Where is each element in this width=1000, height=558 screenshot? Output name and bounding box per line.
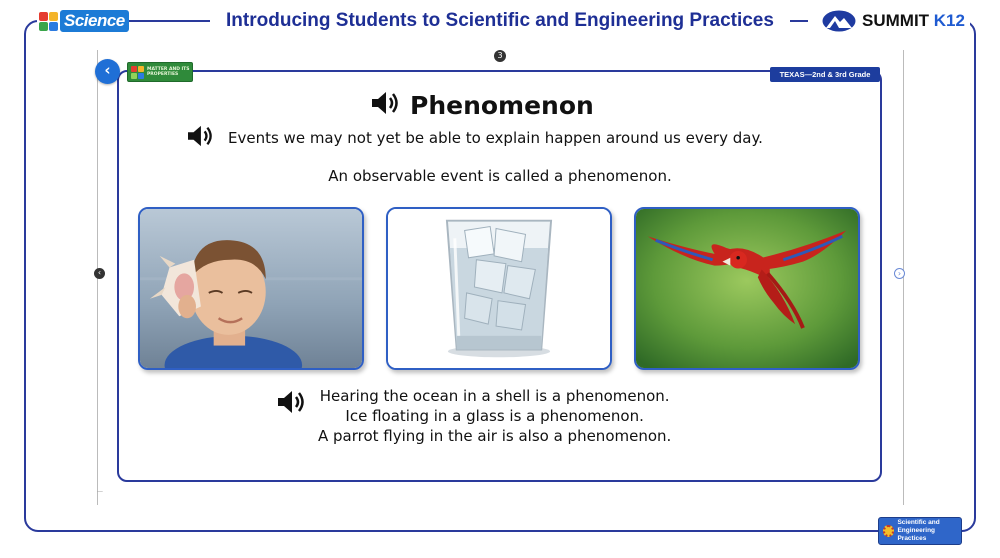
science-logo-text: Science	[60, 10, 129, 32]
gear-icon	[883, 525, 894, 537]
next-slide-button[interactable]	[894, 268, 905, 279]
practices-badge-line: Engineering Practices	[897, 527, 936, 542]
unit-badge-icon	[131, 66, 144, 79]
unit-badge-text: MATTER AND ITS PROPERTIES	[147, 67, 190, 77]
caption-line: Hearing the ocean in a shell is a phenomenon.	[319, 387, 670, 405]
unit-badge	[127, 62, 193, 82]
practices-badge-line: Scientific and	[897, 519, 940, 526]
summit-k12-logo	[808, 6, 970, 36]
intro-text: Events we may not yet be able to explain happen around us every day.	[228, 129, 763, 147]
ice-water-glass-photo	[386, 207, 612, 370]
slide-title: Phenomenon	[410, 90, 594, 120]
intro-row	[186, 124, 806, 152]
chevron-left-icon: ‹	[97, 268, 102, 277]
mountain-icon	[822, 10, 856, 32]
header-title: Introducing Students to Scientific and Engineering Practices	[210, 8, 790, 34]
captions-row	[276, 386, 726, 450]
prev-slide-button[interactable]	[94, 268, 105, 279]
chevron-right-icon: ›	[897, 269, 902, 278]
definition-text: An observable event is called a phenomenon.	[328, 167, 672, 185]
caption-line: A parrot flying in the air is also a phenomenon.	[318, 427, 672, 445]
chevron-left-icon: ‹	[104, 61, 111, 79]
practices-badge	[878, 517, 962, 545]
speaker-icon[interactable]	[186, 124, 214, 152]
summit-brand-text	[862, 11, 965, 31]
captions-block	[318, 386, 671, 446]
speaker-icon[interactable]	[276, 389, 306, 419]
science-logo	[37, 8, 123, 34]
practices-badge-text	[897, 519, 961, 543]
science-logo-icon	[39, 12, 58, 31]
summit-brand-suffix: K12	[933, 11, 965, 30]
caption-line: Ice floating in a glass is a phenomenon.	[345, 407, 644, 425]
page-number-indicator: 3	[494, 50, 506, 62]
back-button[interactable]	[95, 59, 120, 84]
summit-brand-name: SUMMIT	[862, 11, 930, 30]
grade-badge: TEXAS—2nd & 3rd Grade	[770, 67, 880, 82]
rail-mark: —	[97, 488, 103, 495]
title-row	[370, 88, 630, 122]
speaker-icon[interactable]	[370, 90, 400, 120]
boy-with-seashell-photo	[138, 207, 364, 370]
flying-parrot-photo	[634, 207, 860, 370]
